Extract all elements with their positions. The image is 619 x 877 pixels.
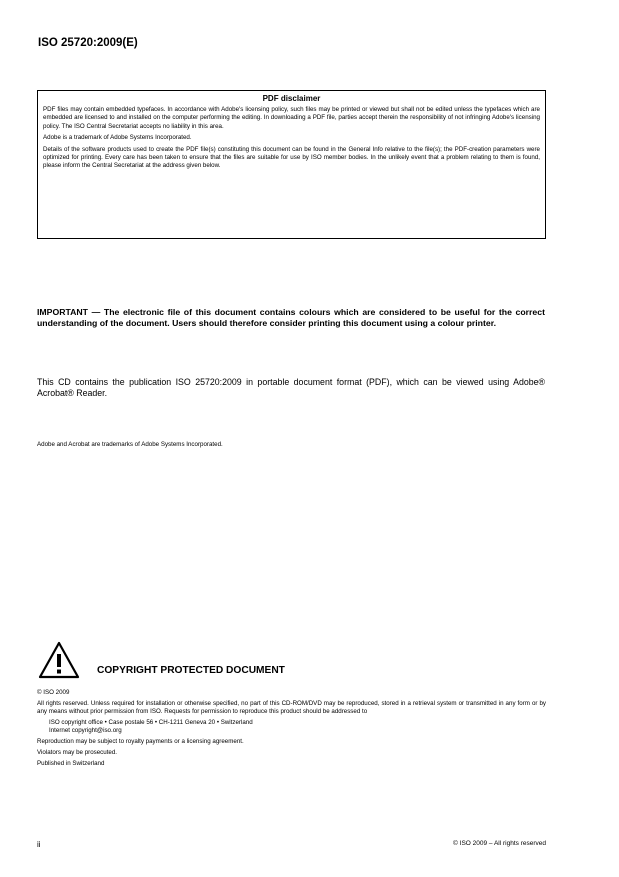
document-id: ISO 25720:2009(E) <box>38 37 138 49</box>
copyright-published: Published in Switzerland <box>37 759 105 767</box>
disclaimer-paragraph-3: Details of the software products used to create the PDF file(s) constituting this document can be found in the General Info relative to the file(s); the PDF-creation parameters were optimized for printing. Every care has been taken to ensure that the files are suitable for use by ISO member bodies. In the unlikely event that a problem relating to them is found, please inform the Central Secretariat at the address given below. <box>43 145 540 170</box>
disclaimer-title: PDF disclaimer <box>262 94 321 103</box>
copyright-rights: All rights reserved. Unless required for installation or otherwise specified, no part of this CD-ROM/DVD may be reproduced, stored in a retrieval system or transmitted in any form or by any means without prior permission from ISO. Requests for permission to reproduce this product should be addressed to <box>37 699 546 716</box>
page-number: ii <box>37 840 41 849</box>
copyright-title: COPYRIGHT PROTECTED DOCUMENT <box>97 665 285 676</box>
pdf-disclaimer-box <box>37 90 546 239</box>
disclaimer-paragraph-1: PDF files may contain embedded typefaces. In accordance with Adobe's licensing policy, such files may be printed or viewed but shall not be edited unless the typefaces which are embedded are licensed to and installed on the computer performing the editing. In downloading a PDF file, parties accept therein the responsibility of not infringing Adobe's licensing policy. The ISO Central Secretariat accepts no liability in this area. <box>43 106 540 130</box>
footer-copyright: © ISO 2009 – All rights reserved <box>453 840 546 847</box>
trademark-notice: Adobe and Acrobat are trademarks of Adobe Systems Incorporated. <box>37 441 223 448</box>
disclaimer-paragraph-2: Adobe is a trademark of Adobe Systems Incorporated. <box>43 134 192 142</box>
copyright-royalty: Reproduction may be subject to royalty payments or a licensing agreement. <box>37 738 244 746</box>
copyright-address: ISO copyright office • Case postale 56 • CH-1211 Geneva 20 • Switzerland <box>49 719 253 726</box>
copyright-violators: Violators may be prosecuted. <box>37 749 118 756</box>
cd-contents-text: This CD contains the publication ISO 25720:2009 in portable document format (PDF), which can be viewed using Adobe® Acrobat® Reader. <box>37 377 545 399</box>
copyright-block <box>37 689 546 771</box>
copyright-year: © ISO 2009 <box>37 689 70 696</box>
copyright-internet: Internet copyright@iso.org <box>49 727 122 735</box>
important-notice: IMPORTANT — The electronic file of this document contains colours which are considered to be useful for the correct understanding of the document. Users should therefore consider printing this document using a colour printer. <box>37 307 545 329</box>
warning-triangle-icon <box>38 641 80 679</box>
